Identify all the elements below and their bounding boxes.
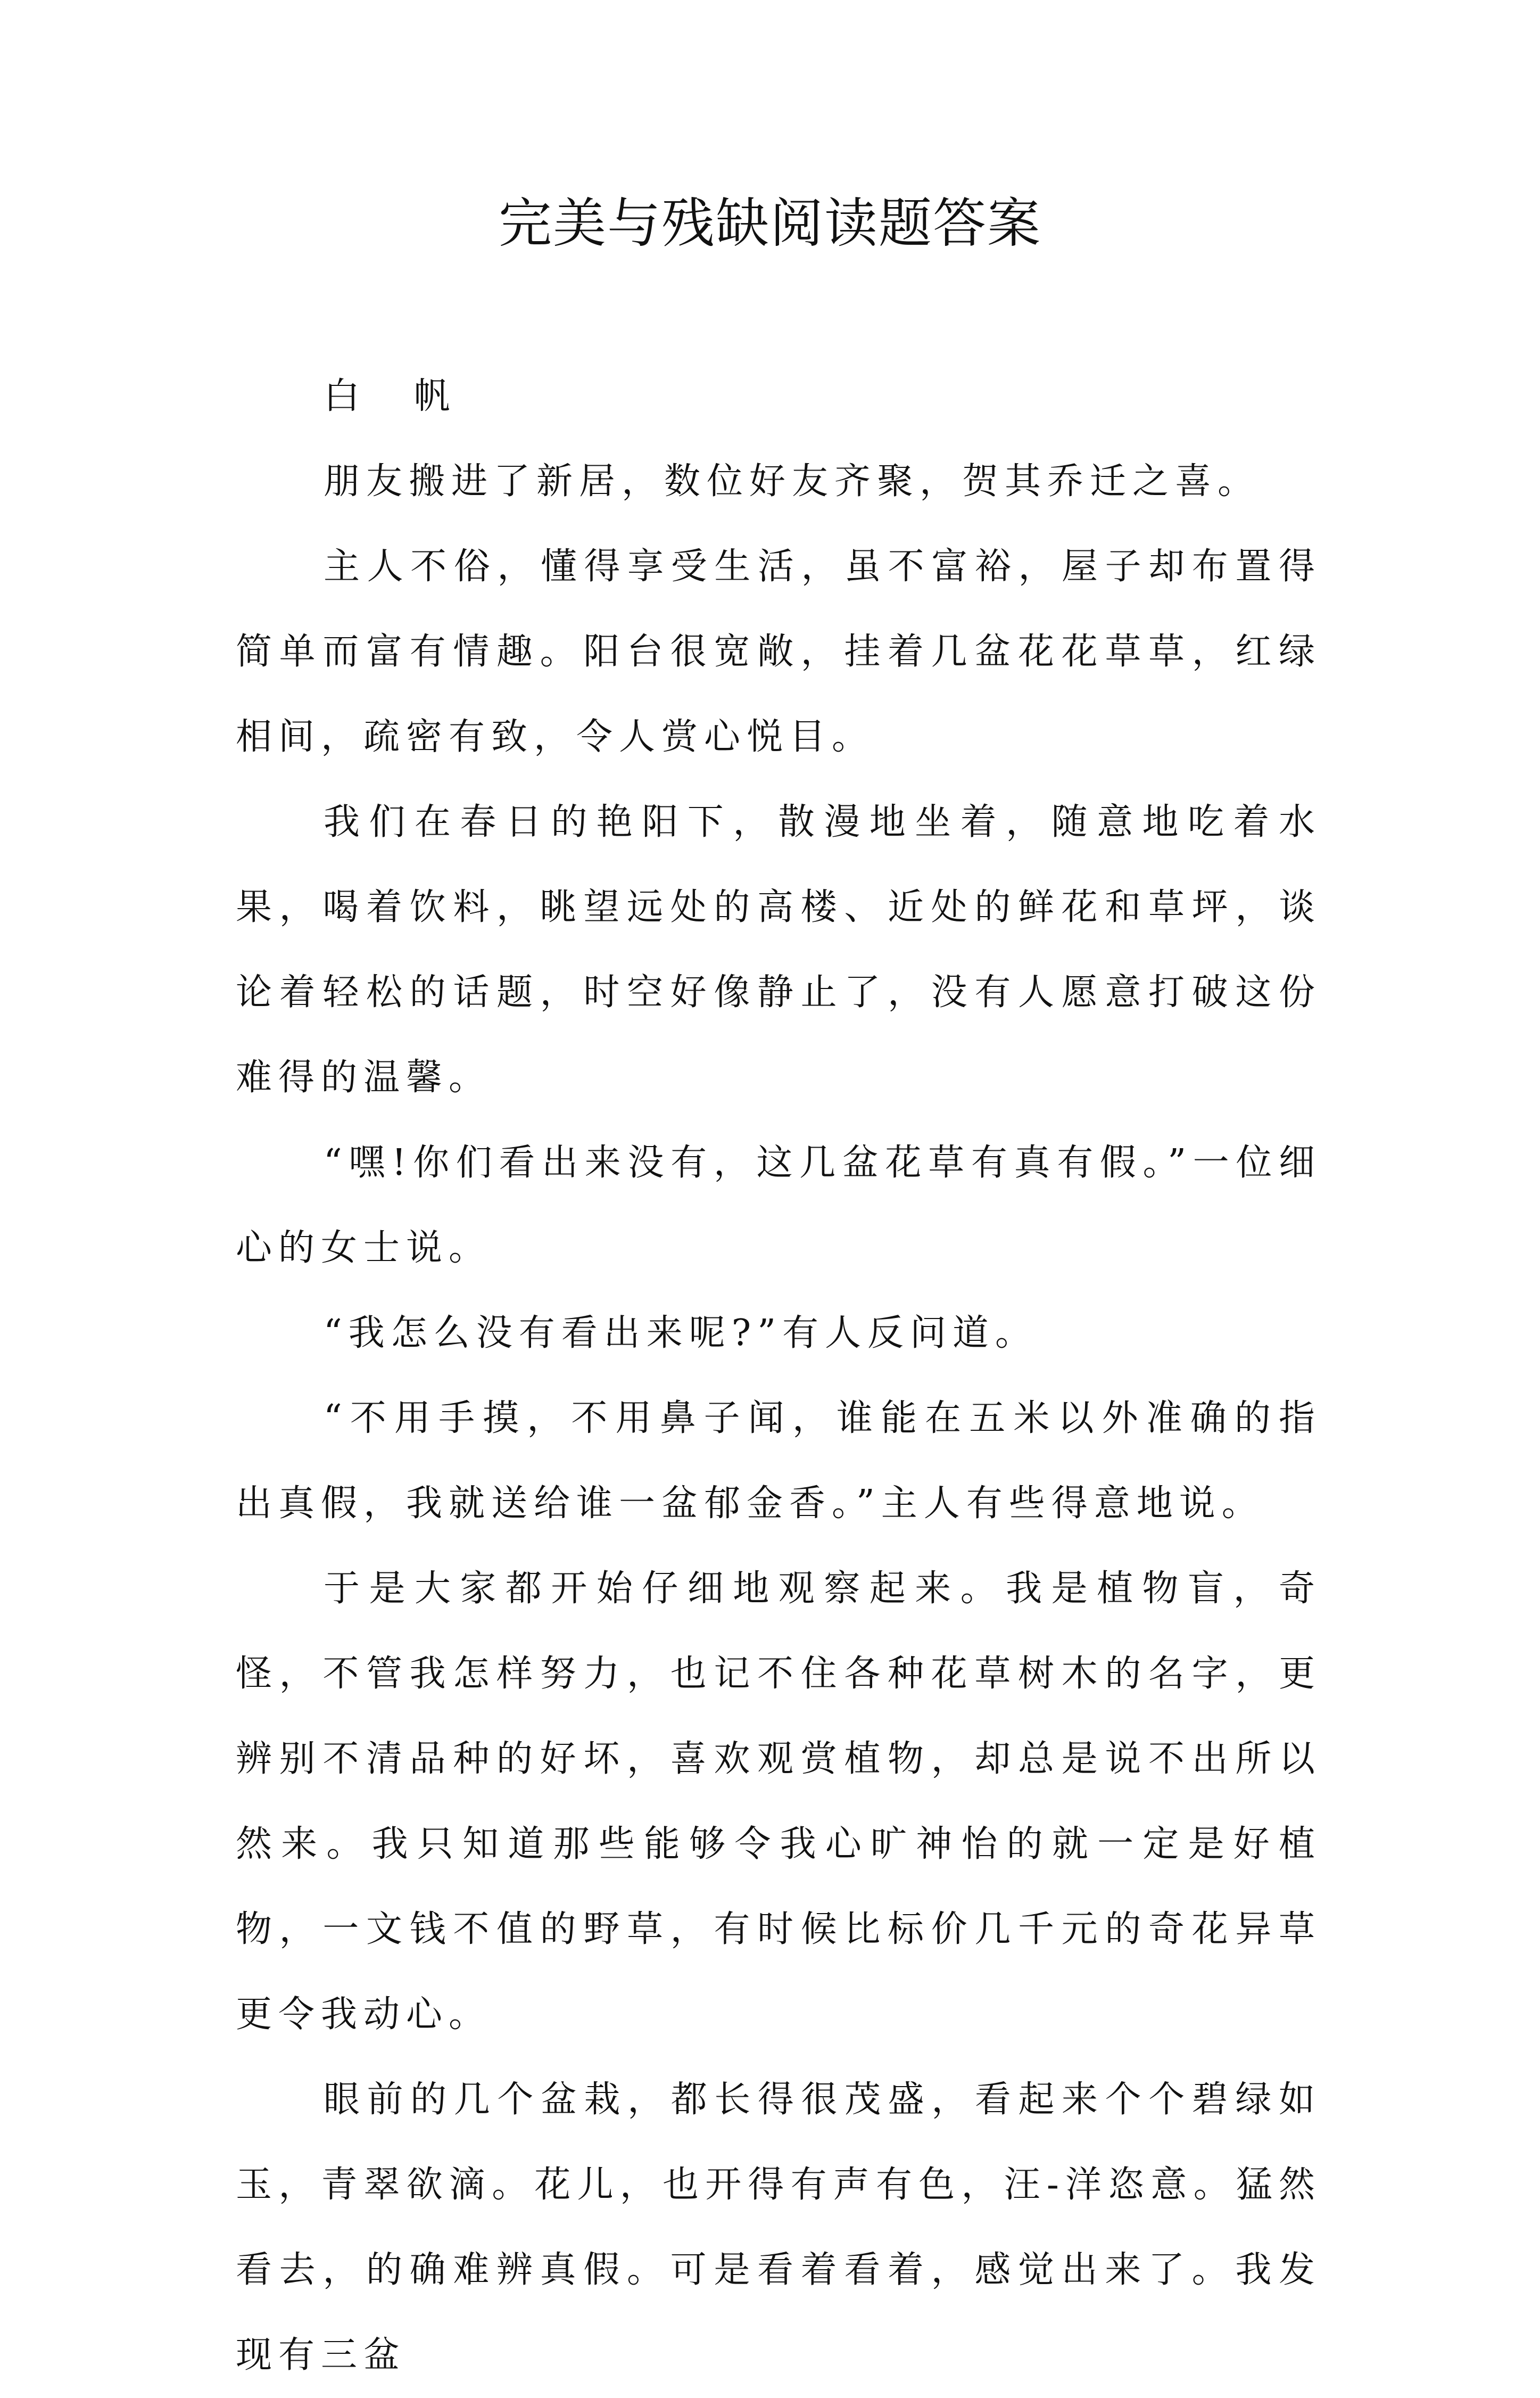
paragraph: 我们在春日的艳阳下，散漫地坐着，随意地吃着水果，喝着饮料，眺望远处的高楼、近处的鲜花和草坪，谈论着轻松的话题，时空好像静止了，没有人愿意打破这份难得的温馨。 [236,801,1321,1099]
paragraph: “我怎么没有看出来呢?”有人反问道。 [324,1312,1038,1354]
paragraph: “嘿!你们看出来没有，这几盆花草有真有假。”一位细心的女士说。 [236,1142,1321,1269]
paragraph: 主人不俗，懂得享受生活，虽不富裕，屋子却布置得简单而富有情趣。阳台很宽敞，挂着几盆花花草草，红绿相间，疏密有致，令人赏心悦目。 [236,546,1321,758]
document-title: 完美与残缺阅读题答案 [499,192,1041,254]
paragraph: 于是大家都开始仔细地观察起来。我是植物盲，奇怪，不管我怎样努力，也记不住各种花草树木的名字，更辨别不清品种的好坏，喜欢观赏植物，却总是说不出所以然来。我只知道那些能够令我心旷神怡的就一定是好植物，一文钱不值的野草，有时候比标价几千元的奇花异草更令我动心。 [236,1568,1321,2036]
paragraph: 眼前的几个盆栽，都长得很茂盛，看起来个个碧绿如玉，青翠欲滴。花儿，也开得有声有色，汪-洋恣意。猛然看去，的确难辨真假。可是看着看着，感觉出来了。我发现有三盆 [236,2079,1321,2376]
paragraph: “不用手摸，不用鼻子闻，谁能在五米以外准确的指出真假，我就送给谁一盆郁金香。”主人有些得意地说。 [236,1397,1321,1524]
paragraph: 朋友搬进了新居，数位好友齐聚，贺其乔迁之喜。 [324,460,1261,502]
author-line: 白 帆 [324,375,471,417]
document-body [236,354,1321,2398]
